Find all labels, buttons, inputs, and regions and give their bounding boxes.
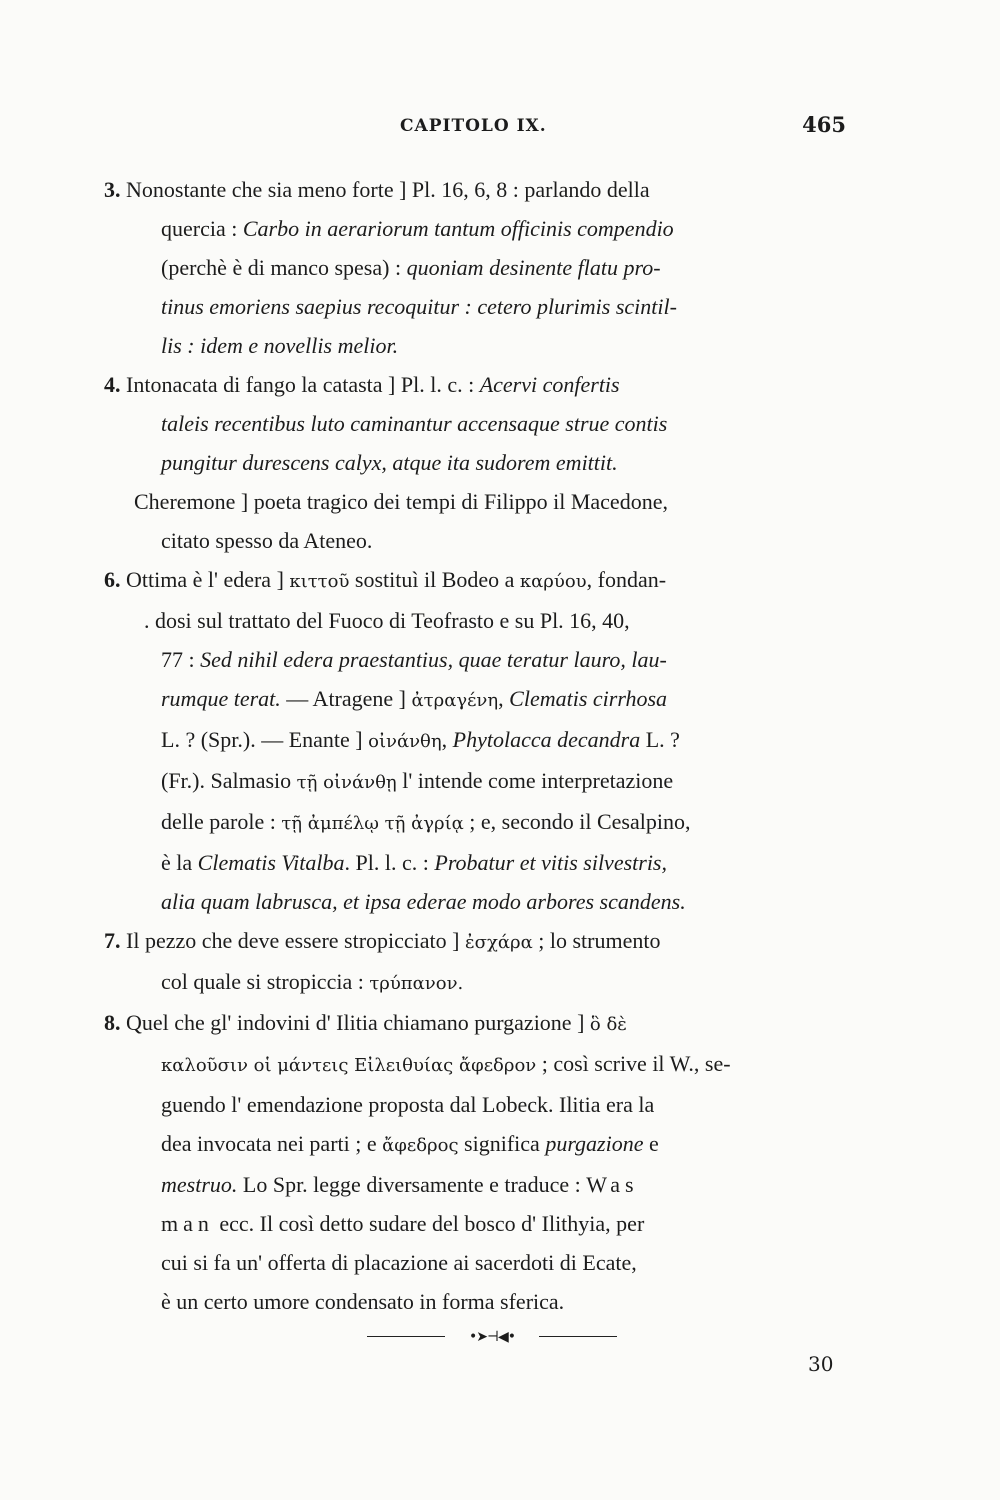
- signature-mark: 30: [808, 1352, 834, 1376]
- notes-body: [104, 170, 864, 1321]
- ornament-glyph: •➤⊣◀•: [468, 1329, 516, 1345]
- page-number: 465: [802, 112, 846, 137]
- note-number: 4.: [104, 372, 121, 397]
- note-8: 8. Quel che gl' indovini d' Ilitia chiamano purgazione ] ὃ δὲ καλοῦσιν οἱ μάντεις Εἰλειθυίας ἄφεδρον ; così scrive il W., se- guendo l' emendazione proposta dal Lobeck. Ilitia era la dea invocata nei parti ; e ἄφεδρος significa purgazione e mestruo. Lo Spr. legge diversamente e traduce : Was man ecc. Il così detto sudare del bosco d' Ilithyia, per cui si fa un' offerta di placazione ai sacerdoti di Ecate, è un certo umore condensato in forma sferica.: [104, 1010, 731, 1314]
- section-ornament: [367, 1327, 617, 1347]
- note-number: 3.: [104, 177, 121, 202]
- note-4: 4. Intonacata di fango la catasta ] Pl. l. c. : Acervi confertis taleis recentibus luto caminantur accensaque strue contis pungitur durescens calyx, atque ita sudorem emittit.: [104, 372, 668, 475]
- note-7: 7. Il pezzo che deve essere stropicciato ] ἐσχάρα ; lo strumento col quale si stropiccia : τρύπανον.: [104, 928, 661, 994]
- note-number: 7.: [104, 928, 121, 953]
- ornament-rule-right: [539, 1336, 617, 1337]
- note-number: 8.: [104, 1010, 121, 1035]
- page-header: [400, 112, 846, 148]
- running-head: CAPITOLO IX.: [400, 116, 547, 136]
- note-number: 6.: [104, 567, 121, 592]
- note-cheremone: Cheremone ] poeta tragico dei tempi di Filippo il Macedone, citato spesso da Ateneo.: [134, 489, 668, 553]
- ornament-rule-left: [367, 1336, 445, 1337]
- note-6: 6. Ottima è l' edera ] κιττοῦ sostituì il Bodeo a καρύου, fondan- . dosi sul trattato del Fuoco di Teofrasto e su Pl. 16, 40, 77 : Sed nihil edera praestantius, quae teratur lauro, lau- rumque terat. — Atragene ] ἀτραγένη, Clematis cirrhosa L. ? (Spr.). — Enante ] οἰνάνθη, Phytolacca decandra L. ? (Fr.). Salmasio τῇ οἰνάνθῃ l' intende come interpretazione delle parole : τῇ ἀμπέλῳ τῇ ἀγρίᾳ ; e, secondo il Cesalpino, è la Clematis Vitalba. Pl. l. c. : Probatur et vitis silvestris, alia quam labrusca, et ipsa ederae modo arbores scandens.: [104, 567, 691, 914]
- note-3: 3. Nonostante che sia meno forte ] Pl. 16, 6, 8 : parlando della quercia : Carbo in aerariorum tantum officinis compendio (perchè è di manco spesa) : quoniam desinente flatu pro- tinus emoriens saepius recoquitur : cetero plurimis scintil- lis : idem e novellis melior.: [104, 177, 677, 358]
